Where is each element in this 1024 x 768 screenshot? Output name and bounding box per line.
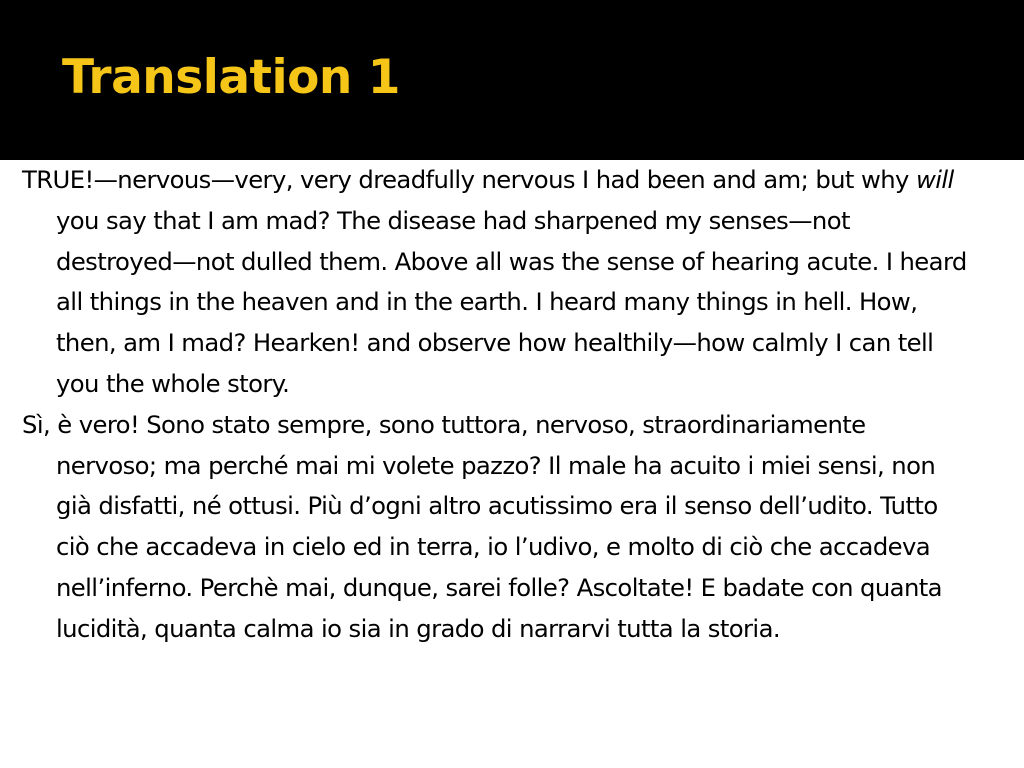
english-text-after: you say that I am mad? The disease had sharpened my senses—not destroyed—not dulled them. Above all was the sense of hearing acute. I heard all things in the heaven and in the earth. I heard many things in hell. How, then, am I mad? Hearken! and observe how healthily—how calmly I can tell you the whole story.	[56, 205, 967, 398]
italian-paragraph: Sì, è vero! Sono stato sempre, sono tuttora, nervoso, straordinariamente nervoso; ma perché mai mi volete pazzo? Il male ha acuito i miei sensi, non già disfatti, né ottusi. Più d’ogni altro acutissimo era il senso dell’udito. Tutto ciò che accadeva in cielo ed in terra, io l’udivo, e molto di ciò che accadeva nell’inferno. Perchè mai, dunque, sarei folle? Ascoltate! E badate con quanta lucidità, quanta calma io sia in grado di narrarvi tutta la storia.	[22, 409, 942, 643]
slide-title: Translation 1	[62, 50, 400, 105]
english-text-before: TRUE!—nervous—very, very dreadfully nervous I had been and am; but why	[22, 165, 916, 194]
slide-body	[22, 160, 967, 650]
english-paragraph	[22, 160, 967, 405]
title-bar	[0, 0, 1024, 160]
emphasized-word: will	[915, 165, 954, 194]
